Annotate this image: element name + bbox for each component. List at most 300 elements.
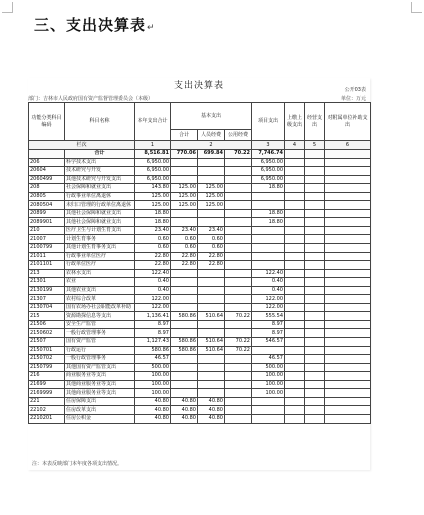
cell-basic-staff bbox=[198, 363, 225, 372]
cell-code: 22102 bbox=[29, 406, 65, 415]
header-index-1: 1 bbox=[135, 141, 171, 150]
cell-total: 0.40 bbox=[135, 278, 171, 287]
table-row bbox=[29, 303, 371, 312]
cell-basic-public bbox=[225, 226, 252, 235]
cell-business bbox=[305, 278, 325, 287]
cell-business bbox=[305, 389, 325, 398]
cell-code: 21506 bbox=[29, 320, 65, 329]
cell-name: 行政单位医疗 bbox=[65, 261, 135, 270]
cell-name: 科学技术支出 bbox=[65, 158, 135, 167]
cell-subsidy bbox=[325, 235, 371, 244]
cell-business bbox=[305, 414, 325, 423]
cell-subsidy bbox=[325, 192, 371, 201]
cell-name: 未归口管理的行政单位离退休 bbox=[65, 201, 135, 210]
cell-basic-sum bbox=[171, 167, 198, 176]
cell-project: 100.00 bbox=[252, 380, 285, 389]
cell-subsidy bbox=[325, 209, 371, 218]
cell-business bbox=[305, 252, 325, 261]
cell-upper bbox=[285, 372, 305, 381]
cell-subsidy bbox=[325, 303, 371, 312]
cell-project: 7,746.74 bbox=[252, 150, 285, 159]
cell-basic-sum bbox=[171, 363, 198, 372]
cell-basic-staff: 40.80 bbox=[198, 414, 225, 423]
cell-basic-public bbox=[225, 192, 252, 201]
cell-upper bbox=[285, 286, 305, 295]
table-row bbox=[29, 244, 371, 253]
cell-name: 社会保障和就业支出 bbox=[65, 184, 135, 193]
cell-business bbox=[305, 244, 325, 253]
cell-code: 221 bbox=[29, 397, 65, 406]
cell-basic-staff bbox=[198, 209, 225, 218]
header-total: 本年支出合计 bbox=[135, 103, 171, 141]
cell-code: 2089901 bbox=[29, 218, 65, 227]
cell-project bbox=[252, 261, 285, 270]
table-row bbox=[29, 380, 371, 389]
cell-subsidy bbox=[325, 295, 371, 304]
cell-code: 21307 bbox=[29, 295, 65, 304]
cell-name: 行政事业单位离退休 bbox=[65, 192, 135, 201]
cell-subsidy bbox=[325, 175, 371, 184]
cell-upper bbox=[285, 346, 305, 355]
table-row bbox=[29, 414, 371, 423]
cell-upper bbox=[285, 158, 305, 167]
table-note: 注：本表反映部门本年度各项支出情况。 bbox=[32, 461, 123, 467]
table-row bbox=[29, 218, 371, 227]
cell-basic-staff bbox=[198, 218, 225, 227]
cell-code: 2169999 bbox=[29, 389, 65, 398]
cell-upper bbox=[285, 320, 305, 329]
cell-upper bbox=[285, 201, 305, 210]
cell-basic-staff bbox=[198, 158, 225, 167]
table-row bbox=[29, 184, 371, 193]
cell-name: 合计 bbox=[65, 150, 135, 159]
cell-basic-public: 70.22 bbox=[225, 312, 252, 321]
cell-basic-staff: 40.80 bbox=[198, 406, 225, 415]
table-row bbox=[29, 295, 371, 304]
cell-basic-staff: 510.64 bbox=[198, 346, 225, 355]
cell-basic-public bbox=[225, 235, 252, 244]
header-name: 科目名称 bbox=[65, 103, 135, 141]
header-index-6: 6 bbox=[325, 141, 371, 150]
cell-subsidy bbox=[325, 389, 371, 398]
department-label: 部门：吉林市人民政府国有资产监督管理委员会（本级） bbox=[28, 96, 154, 102]
cell-code: 2130704 bbox=[29, 303, 65, 312]
cell-total: 22.80 bbox=[135, 261, 171, 270]
cell-basic-public bbox=[225, 158, 252, 167]
table-row bbox=[29, 286, 371, 295]
table-row bbox=[29, 192, 371, 201]
section-heading bbox=[34, 14, 156, 35]
cell-code: 2130199 bbox=[29, 286, 65, 295]
cell-subsidy bbox=[325, 329, 371, 338]
cell-upper bbox=[285, 312, 305, 321]
cell-project: 6,950.00 bbox=[252, 167, 285, 176]
cell-subsidy bbox=[325, 380, 371, 389]
cell-total: 0.40 bbox=[135, 286, 171, 295]
cell-name: 行政运行 bbox=[65, 346, 135, 355]
header-index-3: 3 bbox=[252, 141, 285, 150]
cell-business bbox=[305, 192, 325, 201]
cell-basic-sum: 125.00 bbox=[171, 192, 198, 201]
table-row bbox=[29, 312, 371, 321]
cell-basic-staff: 22.80 bbox=[198, 261, 225, 270]
cell-total: 8.97 bbox=[135, 320, 171, 329]
cell-total: 500.00 bbox=[135, 363, 171, 372]
cell-subsidy bbox=[325, 167, 371, 176]
table-row bbox=[29, 329, 371, 338]
cell-total: 122.00 bbox=[135, 303, 171, 312]
cell-total: 143.80 bbox=[135, 184, 171, 193]
cell-business bbox=[305, 167, 325, 176]
header-basic-staff: 人员经费 bbox=[198, 130, 225, 141]
cell-code: 210 bbox=[29, 226, 65, 235]
cell-upper bbox=[285, 209, 305, 218]
cell-name: 农林水支出 bbox=[65, 269, 135, 278]
cell-project bbox=[252, 397, 285, 406]
cell-total: 125.00 bbox=[135, 201, 171, 210]
cell-business bbox=[305, 380, 325, 389]
cell-subsidy bbox=[325, 312, 371, 321]
cell-basic-public bbox=[225, 218, 252, 227]
section-heading-text: 三、支出决算表 bbox=[34, 16, 147, 34]
cell-basic-public: 70.22 bbox=[225, 150, 252, 159]
cell-project bbox=[252, 346, 285, 355]
cell-project: 0.40 bbox=[252, 286, 285, 295]
cell-subsidy bbox=[325, 218, 371, 227]
cell-project: 46.57 bbox=[252, 355, 285, 364]
cell-business bbox=[305, 235, 325, 244]
cell-basic-public bbox=[225, 167, 252, 176]
cell-upper bbox=[285, 414, 305, 423]
cell-upper bbox=[285, 184, 305, 193]
cell-project bbox=[252, 192, 285, 201]
cell-name: 一般行政管理事务 bbox=[65, 329, 135, 338]
cell-project bbox=[252, 406, 285, 415]
cell-basic-public bbox=[225, 355, 252, 364]
cell-basic-staff bbox=[198, 269, 225, 278]
header-index-4: 4 bbox=[285, 141, 305, 150]
table-row bbox=[29, 226, 371, 235]
cell-name: 其他商业服务业等支出 bbox=[65, 380, 135, 389]
table-row bbox=[29, 261, 371, 270]
cell-subsidy bbox=[325, 338, 371, 347]
cell-basic-sum: 580.86 bbox=[171, 338, 198, 347]
cell-name: 技术研究与开发 bbox=[65, 167, 135, 176]
cell-basic-staff: 0.60 bbox=[198, 235, 225, 244]
cell-basic-sum bbox=[171, 158, 198, 167]
cell-code: 2101101 bbox=[29, 261, 65, 270]
cell-basic-staff bbox=[198, 167, 225, 176]
cell-total: 100.00 bbox=[135, 372, 171, 381]
cell-basic-staff: 23.40 bbox=[198, 226, 225, 235]
cell-total: 6,950.00 bbox=[135, 167, 171, 176]
cell-business bbox=[305, 261, 325, 270]
cell-code: 2080504 bbox=[29, 201, 65, 210]
cell-basic-public bbox=[225, 278, 252, 287]
cell-basic-sum bbox=[171, 269, 198, 278]
table-row bbox=[29, 278, 371, 287]
cell-name: 行政事业单位医疗 bbox=[65, 252, 135, 261]
cell-business bbox=[305, 397, 325, 406]
cell-subsidy bbox=[325, 414, 371, 423]
cell-project: 6,950.00 bbox=[252, 158, 285, 167]
cell-business bbox=[305, 226, 325, 235]
cell-business bbox=[305, 355, 325, 364]
table-row bbox=[29, 389, 371, 398]
cell-upper bbox=[285, 363, 305, 372]
table-row bbox=[29, 346, 371, 355]
header-project: 项目支出 bbox=[252, 103, 285, 141]
cell-subsidy bbox=[325, 269, 371, 278]
cell-basic-public bbox=[225, 372, 252, 381]
cell-basic-public bbox=[225, 329, 252, 338]
cell-business bbox=[305, 329, 325, 338]
cell-code: 2150602 bbox=[29, 329, 65, 338]
cell-upper bbox=[285, 380, 305, 389]
cell-subsidy bbox=[325, 184, 371, 193]
cell-basic-public bbox=[225, 261, 252, 270]
cell-basic-sum: 40.80 bbox=[171, 397, 198, 406]
cell-business bbox=[305, 218, 325, 227]
cell-subsidy bbox=[325, 372, 371, 381]
cell-project: 18.80 bbox=[252, 218, 285, 227]
header-code: 功能分类科目编码 bbox=[29, 103, 65, 141]
cell-basic-staff: 40.80 bbox=[198, 397, 225, 406]
cell-basic-staff: 125.00 bbox=[198, 184, 225, 193]
cell-business bbox=[305, 150, 325, 159]
cell-business bbox=[305, 184, 325, 193]
cell-basic-staff bbox=[198, 278, 225, 287]
cell-basic-staff: 0.60 bbox=[198, 244, 225, 253]
cell-project: 546.57 bbox=[252, 338, 285, 347]
cell-basic-sum bbox=[171, 278, 198, 287]
cell-name: 其他计划生育事务支出 bbox=[65, 244, 135, 253]
cell-total: 46.57 bbox=[135, 355, 171, 364]
cell-project: 18.80 bbox=[252, 184, 285, 193]
cell-basic-sum: 125.00 bbox=[171, 201, 198, 210]
cell-basic-staff bbox=[198, 175, 225, 184]
cell-total: 18.80 bbox=[135, 209, 171, 218]
cell-name: 住房保障支出 bbox=[65, 397, 135, 406]
cell-total: 8,516.81 bbox=[135, 150, 171, 159]
cell-upper bbox=[285, 397, 305, 406]
cell-name: 其他社会保障和就业支出 bbox=[65, 209, 135, 218]
cell-name: 住房改革支出 bbox=[65, 406, 135, 415]
header-upper: 上缴上级支出 bbox=[285, 103, 305, 141]
cell-basic-staff bbox=[198, 303, 225, 312]
cell-name: 国有资产监管 bbox=[65, 338, 135, 347]
cell-code: 213 bbox=[29, 269, 65, 278]
cell-subsidy bbox=[325, 346, 371, 355]
cell-total: 22.80 bbox=[135, 252, 171, 261]
table-row bbox=[29, 167, 371, 176]
cell-total: 580.86 bbox=[135, 346, 171, 355]
cell-basic-public: 70.22 bbox=[225, 346, 252, 355]
cell-name: 计划生育事务 bbox=[65, 235, 135, 244]
cell-basic-public bbox=[225, 252, 252, 261]
cell-basic-sum: 0.60 bbox=[171, 244, 198, 253]
cell-business bbox=[305, 269, 325, 278]
cell-project: 8.97 bbox=[252, 320, 285, 329]
table-row bbox=[29, 252, 371, 261]
cell-business bbox=[305, 158, 325, 167]
cell-basic-public bbox=[225, 303, 252, 312]
cell-basic-public: 70.22 bbox=[225, 338, 252, 347]
cell-basic-sum: 40.80 bbox=[171, 406, 198, 415]
cell-project: 6,950.00 bbox=[252, 175, 285, 184]
cell-code: 215 bbox=[29, 312, 65, 321]
cell-basic-public bbox=[225, 414, 252, 423]
cell-basic-sum bbox=[171, 389, 198, 398]
table-row bbox=[29, 209, 371, 218]
table-row bbox=[29, 269, 371, 278]
cell-basic-staff bbox=[198, 372, 225, 381]
total-row bbox=[29, 150, 371, 159]
table-row bbox=[29, 338, 371, 347]
form-number: 公开03表 bbox=[344, 87, 366, 93]
cell-project bbox=[252, 414, 285, 423]
cell-business bbox=[305, 303, 325, 312]
cell-business bbox=[305, 346, 325, 355]
cell-subsidy bbox=[325, 363, 371, 372]
header-basic: 基本支出 bbox=[171, 103, 252, 130]
cell-business bbox=[305, 175, 325, 184]
cell-upper bbox=[285, 389, 305, 398]
cell-basic-public bbox=[225, 286, 252, 295]
cell-subsidy bbox=[325, 226, 371, 235]
cell-basic-public bbox=[225, 269, 252, 278]
cell-upper bbox=[285, 244, 305, 253]
cell-name: 国有农场办社会职能改革补助 bbox=[65, 303, 135, 312]
cell-basic-staff bbox=[198, 329, 225, 338]
cell-project: 122.00 bbox=[252, 295, 285, 304]
table-row bbox=[29, 320, 371, 329]
cell-project: 18.80 bbox=[252, 209, 285, 218]
cell-basic-sum bbox=[171, 209, 198, 218]
cell-project bbox=[252, 235, 285, 244]
cell-project: 122.40 bbox=[252, 269, 285, 278]
cell-business bbox=[305, 312, 325, 321]
cell-project bbox=[252, 226, 285, 235]
cell-name: 医疗卫生与计划生育支出 bbox=[65, 226, 135, 235]
cell-subsidy bbox=[325, 355, 371, 364]
cell-basic-staff: 125.00 bbox=[198, 192, 225, 201]
document-title: 支出决算表 bbox=[173, 81, 224, 91]
cell-basic-public bbox=[225, 201, 252, 210]
cell-name: 其他技术研究与开发支出 bbox=[65, 175, 135, 184]
cell-upper bbox=[285, 150, 305, 159]
cell-basic-sum: 125.00 bbox=[171, 184, 198, 193]
cell-basic-public bbox=[225, 320, 252, 329]
cell-code: 20805 bbox=[29, 192, 65, 201]
cell-basic-sum bbox=[171, 286, 198, 295]
cell-upper bbox=[285, 269, 305, 278]
cell-code: 206 bbox=[29, 158, 65, 167]
table-row bbox=[29, 406, 371, 415]
table-row bbox=[29, 355, 371, 364]
cell-name: 其他商业服务业等支出 bbox=[65, 389, 135, 398]
header-basic-sum: 合计 bbox=[171, 130, 198, 141]
cell-business bbox=[305, 320, 325, 329]
cell-code: 20604 bbox=[29, 167, 65, 176]
cell-total: 40.80 bbox=[135, 406, 171, 415]
cell-subsidy bbox=[325, 201, 371, 210]
cell-subsidy bbox=[325, 244, 371, 253]
cell-subsidy bbox=[325, 252, 371, 261]
cell-project: 122.00 bbox=[252, 303, 285, 312]
table-row bbox=[29, 175, 371, 184]
header-index-2: 2 bbox=[171, 141, 252, 150]
cell-upper bbox=[285, 329, 305, 338]
cell-basic-public bbox=[225, 380, 252, 389]
cell-basic-sum: 770.06 bbox=[171, 150, 198, 159]
cell-total: 8.97 bbox=[135, 329, 171, 338]
table-body bbox=[29, 150, 371, 424]
cell-total: 0.60 bbox=[135, 235, 171, 244]
page-corner-mark-left bbox=[2, 2, 13, 13]
header-index-5: 5 bbox=[305, 141, 325, 150]
cell-basic-staff bbox=[198, 286, 225, 295]
cell-code: 2150701 bbox=[29, 346, 65, 355]
table-row bbox=[29, 363, 371, 372]
cell-code: 216 bbox=[29, 372, 65, 381]
cell-total: 100.00 bbox=[135, 380, 171, 389]
cell-upper bbox=[285, 295, 305, 304]
cell-business bbox=[305, 406, 325, 415]
cell-basic-public bbox=[225, 363, 252, 372]
cell-upper bbox=[285, 278, 305, 287]
header-business: 经营支出 bbox=[305, 103, 325, 141]
cell-code: 2060499 bbox=[29, 175, 65, 184]
cell-name: 住房公积金 bbox=[65, 414, 135, 423]
cell-basic-staff: 510.64 bbox=[198, 312, 225, 321]
header-index-label: 栏次 bbox=[29, 141, 135, 150]
cell-name: 商业服务业等支出 bbox=[65, 372, 135, 381]
cell-business bbox=[305, 286, 325, 295]
cell-basic-sum bbox=[171, 372, 198, 381]
cell-upper bbox=[285, 226, 305, 235]
cell-code: 21301 bbox=[29, 278, 65, 287]
cell-basic-public bbox=[225, 175, 252, 184]
cell-basic-staff bbox=[198, 389, 225, 398]
cell-basic-public bbox=[225, 295, 252, 304]
cell-business bbox=[305, 295, 325, 304]
cell-basic-sum: 22.80 bbox=[171, 261, 198, 270]
cell-upper bbox=[285, 167, 305, 176]
cell-basic-sum bbox=[171, 218, 198, 227]
cell-total: 23.40 bbox=[135, 226, 171, 235]
cell-upper bbox=[285, 192, 305, 201]
cell-code: 21007 bbox=[29, 235, 65, 244]
expenditure-table bbox=[28, 102, 371, 424]
cell-code: 2150799 bbox=[29, 363, 65, 372]
cell-upper bbox=[285, 218, 305, 227]
cell-subsidy bbox=[325, 406, 371, 415]
cell-total: 6,950.00 bbox=[135, 158, 171, 167]
table-row bbox=[29, 201, 371, 210]
cell-basic-staff bbox=[198, 295, 225, 304]
cell-basic-sum bbox=[171, 329, 198, 338]
cell-upper bbox=[285, 338, 305, 347]
cell-business bbox=[305, 363, 325, 372]
cell-code: 208 bbox=[29, 184, 65, 193]
cell-basic-sum bbox=[171, 380, 198, 389]
cell-code: 2100799 bbox=[29, 244, 65, 253]
cell-upper bbox=[285, 355, 305, 364]
cell-project: 100.00 bbox=[252, 372, 285, 381]
cell-basic-public bbox=[225, 389, 252, 398]
cell-name: 农村综合改革 bbox=[65, 295, 135, 304]
